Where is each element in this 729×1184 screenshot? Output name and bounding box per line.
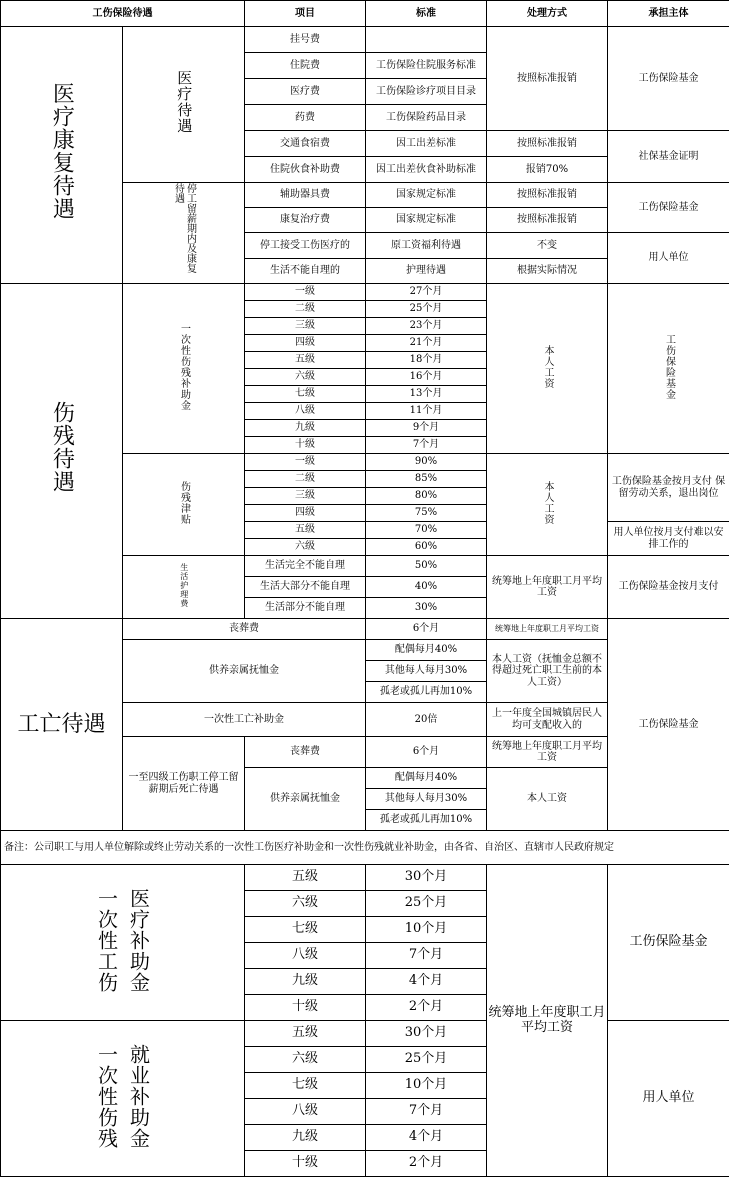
level-cell: 三级 <box>245 488 366 505</box>
months-cell: 18个月 <box>366 352 487 369</box>
months-cell: 7个月 <box>366 943 487 969</box>
handling-cell: 本人工资 <box>487 768 608 831</box>
level-cell: 八级 <box>245 943 366 969</box>
level-cell: 七级 <box>245 1073 366 1099</box>
months-cell: 11个月 <box>366 403 487 420</box>
standard-cell: 护理待遇 <box>366 259 487 284</box>
item-cell: 供养亲属抚恤金 <box>123 640 366 703</box>
months-cell: 7个月 <box>366 1099 487 1125</box>
medical-subsidy-title: 一次性工伤 医疗补助金 <box>1 865 245 1021</box>
pct-cell: 85% <box>366 471 487 488</box>
standard-cell: 因工出差标准 <box>366 131 487 157</box>
months-cell: 4个月 <box>366 1125 487 1151</box>
medical-category: 医疗康复待遇 <box>1 27 123 284</box>
standard-cell: 其他每人每月30% <box>366 789 487 810</box>
bearer-cell: 工伤保险基金 <box>608 27 729 131</box>
table-row <box>1 284 729 301</box>
level-cell: 五级 <box>245 1021 366 1047</box>
employment-subsidy-title: 一次性伤残 就业补助金 <box>1 1021 245 1177</box>
level-cell: 九级 <box>245 420 366 437</box>
standard-cell: 原工资福利待遇 <box>366 233 487 259</box>
item-cell: 生活不能自理的 <box>245 259 366 284</box>
level-cell: 六级 <box>245 891 366 917</box>
item-cell: 生活完全不能自理 <box>245 556 366 577</box>
pct-cell: 30% <box>366 598 487 619</box>
handling-cell: 根据实际情况 <box>487 259 608 284</box>
item-cell: 住院伙食补助费 <box>245 157 366 183</box>
months-cell: 25个月 <box>366 891 487 917</box>
bearer-cell: 工伤保险基金 <box>608 619 729 831</box>
standard-cell: 6个月 <box>366 619 487 640</box>
bearer-cell: 工伤保险基金按月支付 <box>608 556 729 619</box>
level-cell: 二级 <box>245 301 366 318</box>
level-cell: 五级 <box>245 865 366 891</box>
handling-cell: 统筹地上年度职工月平均工资 <box>487 737 608 768</box>
bearer-cell: 用人单位 <box>608 1021 729 1177</box>
handling-cell: 报销70% <box>487 157 608 183</box>
months-cell: 25个月 <box>366 1047 487 1073</box>
bearer-cell: 用人单位 <box>608 233 729 284</box>
item-cell: 医疗费 <box>245 79 366 105</box>
level-cell: 三级 <box>245 318 366 335</box>
handling-cell: 本人工资 <box>487 284 608 454</box>
handling-cell: 统筹地上年度职工月平均工资 <box>487 619 608 640</box>
level-cell: 十级 <box>245 1151 366 1177</box>
months-cell: 7个月 <box>366 437 487 454</box>
item-cell: 生活部分不能自理 <box>245 598 366 619</box>
item-cell: 交通食宿费 <box>245 131 366 157</box>
standard-cell: 孤老或孤儿再加10% <box>366 682 487 703</box>
level-cell: 六级 <box>245 539 366 556</box>
handling-cell: 本人工资 <box>487 454 608 556</box>
level-cell: 六级 <box>245 369 366 386</box>
medical-sub1: 医疗待遇 <box>123 27 245 183</box>
level-cell: 四级 <box>245 505 366 522</box>
header-benefit: 工伤保险待遇 <box>1 1 245 27</box>
disability-sub2: 伤残津贴 <box>123 454 245 556</box>
note-row <box>1 831 729 865</box>
standard-cell: 工伤保险诊疗项目目录 <box>366 79 487 105</box>
bearer-cell: 工伤保险基金 <box>608 183 729 233</box>
item-cell: 挂号费 <box>245 27 366 53</box>
handling-cell: 上一年度全国城镇居民人均可支配收入的 <box>487 703 608 737</box>
level-cell: 五级 <box>245 522 366 539</box>
standard-cell: 工伤保险药品目录 <box>366 105 487 131</box>
level-cell: 五级 <box>245 352 366 369</box>
table-row <box>1 1021 729 1047</box>
level-cell: 九级 <box>245 969 366 995</box>
standard-cell: 配偶每月40% <box>366 768 487 789</box>
bearer-cell: 工伤保险基金按月支付 保留劳动关系，退出岗位 <box>608 454 729 522</box>
note-text: 备注：公司职工与用人单位解除或终止劳动关系的一次性工伤医疗补助金和一次性伤残就业补助金，由各省、自治区、直辖市人民政府规定 <box>1 831 729 865</box>
header-item: 项目 <box>245 1 366 27</box>
handling-cell: 按照标准报销 <box>487 27 608 131</box>
months-cell: 10个月 <box>366 1073 487 1099</box>
header-row <box>1 1 729 27</box>
bearer-cell: 工伤保险基金 <box>608 865 729 1021</box>
level-cell: 一级 <box>245 454 366 471</box>
item-cell: 辅助器具费 <box>245 183 366 208</box>
bearer-cell: 社保基金证明 <box>608 131 729 183</box>
pct-cell: 75% <box>366 505 487 522</box>
months-cell: 13个月 <box>366 386 487 403</box>
months-cell: 9个月 <box>366 420 487 437</box>
medical-sub2: 停工留薪期内及康复待遇 <box>123 183 245 284</box>
bearer-cell: 用人单位按月支付难以安排工作的 <box>608 522 729 556</box>
standard-cell: 配偶每月40% <box>366 640 487 661</box>
item-cell: 康复治疗费 <box>245 208 366 233</box>
standard-cell: 国家规定标准 <box>366 183 487 208</box>
table-row <box>1 619 729 640</box>
death-category: 工亡待遇 <box>1 619 123 831</box>
months-cell: 30个月 <box>366 865 487 891</box>
item-cell: 停工接受工伤医疗的 <box>245 233 366 259</box>
pct-cell: 80% <box>366 488 487 505</box>
handling-cell: 按照标准报销 <box>487 131 608 157</box>
months-cell: 27个月 <box>366 284 487 301</box>
handling-cell: 统筹地上年度职工月平均工资 <box>487 556 608 619</box>
standard-cell: 其他每人每月30% <box>366 661 487 682</box>
standard-cell: 工伤保险住院服务标准 <box>366 53 487 79</box>
handling-cell: 本人工资（抚恤金总额不得超过死亡职工生前的本人工资） <box>487 640 608 703</box>
level-cell: 八级 <box>245 403 366 420</box>
standard-cell: 20倍 <box>366 703 487 737</box>
months-cell: 30个月 <box>366 1021 487 1047</box>
standard-cell: 6个月 <box>366 737 487 768</box>
months-cell: 10个月 <box>366 917 487 943</box>
level-cell: 六级 <box>245 1047 366 1073</box>
disability-category: 伤残待遇 <box>1 284 123 619</box>
standard-cell: 孤老或孤儿再加10% <box>366 810 487 831</box>
level-cell: 十级 <box>245 995 366 1021</box>
handling-cell: 按照标准报销 <box>487 208 608 233</box>
handling-cell: 统筹地上年度职工月平均工资 <box>487 865 608 1177</box>
months-cell: 25个月 <box>366 301 487 318</box>
item-cell: 丧葬费 <box>245 737 366 768</box>
months-cell: 4个月 <box>366 969 487 995</box>
level-cell: 一级 <box>245 284 366 301</box>
level-cell: 九级 <box>245 1125 366 1151</box>
pct-cell: 90% <box>366 454 487 471</box>
months-cell: 16个月 <box>366 369 487 386</box>
header-handling: 处理方式 <box>487 1 608 27</box>
level-cell: 七级 <box>245 917 366 943</box>
header-bearer: 承担主体 <box>608 1 729 27</box>
months-cell: 21个月 <box>366 335 487 352</box>
disability-sub1: 一次性伤残补助金 <box>123 284 245 454</box>
item-cell: 住院费 <box>245 53 366 79</box>
pct-cell: 40% <box>366 577 487 598</box>
level-cell: 七级 <box>245 386 366 403</box>
item-cell: 一次性工亡补助金 <box>123 703 366 737</box>
months-cell: 23个月 <box>366 318 487 335</box>
months-cell: 2个月 <box>366 995 487 1021</box>
level-cell: 八级 <box>245 1099 366 1125</box>
pct-cell: 70% <box>366 522 487 539</box>
handling-cell: 不变 <box>487 233 608 259</box>
item-cell: 丧葬费 <box>123 619 366 640</box>
table-row <box>1 27 729 53</box>
disability-sub3: 生活护理费 <box>123 556 245 619</box>
handling-cell: 按照标准报销 <box>487 183 608 208</box>
level-cell: 四级 <box>245 335 366 352</box>
pct-cell: 50% <box>366 556 487 577</box>
header-standard: 标准 <box>366 1 487 27</box>
death-sub4: 一至四级工伤职工停工留薪期后死亡待遇 <box>123 737 245 831</box>
standard-cell: 国家规定标准 <box>366 208 487 233</box>
pct-cell: 60% <box>366 539 487 556</box>
level-cell: 二级 <box>245 471 366 488</box>
item-cell: 药费 <box>245 105 366 131</box>
standard-cell <box>366 27 487 53</box>
level-cell: 十级 <box>245 437 366 454</box>
item-cell: 供养亲属抚恤金 <box>245 768 366 831</box>
table-row <box>1 865 729 891</box>
bearer-cell: 工伤保险基金 <box>608 284 729 454</box>
standard-cell: 因工出差伙食补助标准 <box>366 157 487 183</box>
item-cell: 生活大部分不能自理 <box>245 577 366 598</box>
months-cell: 2个月 <box>366 1151 487 1177</box>
